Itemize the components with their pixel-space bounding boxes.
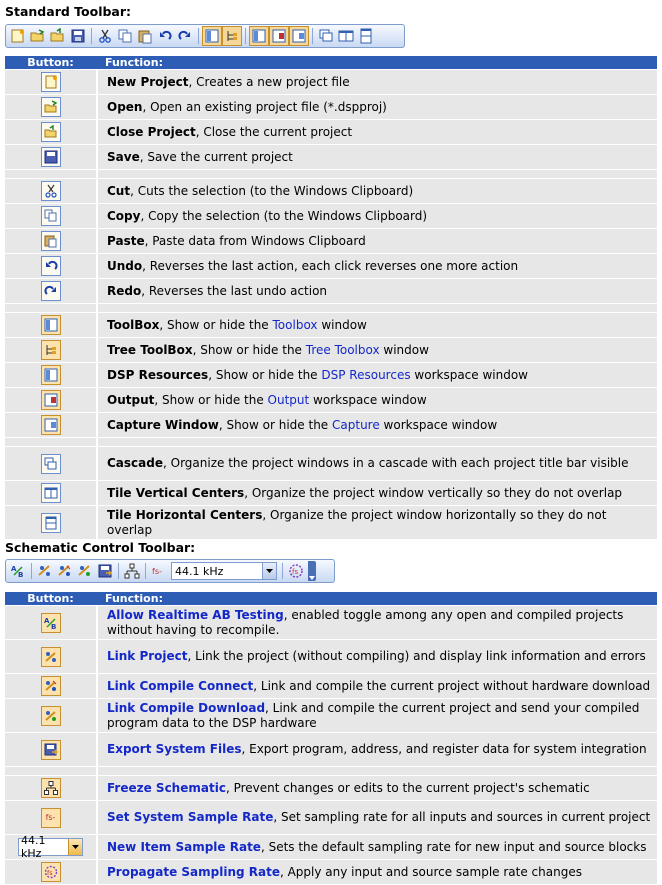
tile-vertical-icon[interactable] [41, 483, 61, 503]
button-cell [5, 640, 96, 673]
save-icon[interactable] [68, 26, 88, 46]
button-cell [5, 229, 96, 253]
link-project-icon[interactable] [35, 561, 55, 581]
function-description: , Cuts the selection (to the Windows Clipboard) [130, 183, 414, 198]
function-description: workspace window [379, 417, 498, 432]
copy-icon[interactable] [41, 206, 61, 226]
link-compile-download-icon[interactable] [75, 561, 95, 581]
function-cell [96, 447, 657, 480]
sample-rate-dropdown[interactable] [171, 562, 277, 580]
function-column-header: Function: [96, 592, 657, 605]
button-cell [5, 363, 96, 387]
table-row [5, 860, 657, 884]
button-cell [5, 447, 96, 480]
function-description: , Show or hide the [218, 417, 333, 432]
spacer-cell [5, 170, 96, 178]
spacer-cell [96, 170, 657, 178]
link-compile-connect-icon[interactable] [55, 561, 75, 581]
svg-text:fs: fs [292, 568, 299, 576]
function-name: Export System Files [107, 742, 242, 756]
cut-icon[interactable] [95, 26, 115, 46]
output-icon[interactable] [41, 390, 61, 410]
table-row [5, 204, 657, 228]
function-cell [96, 674, 657, 698]
ab-testing-icon[interactable] [8, 561, 28, 581]
function-description: , Sets the default sampling rate for new input and source blocks [260, 839, 647, 854]
function-cell [96, 413, 657, 437]
button-cell [5, 145, 96, 169]
function-description: , Save the current project [139, 149, 293, 164]
function-name: Cascade [107, 456, 163, 470]
schematic-toolbar [5, 559, 335, 583]
fs-label: fs- [45, 813, 56, 822]
button-cell [5, 413, 96, 437]
cascade-icon[interactable] [41, 454, 61, 474]
link-compile-download-icon[interactable] [41, 706, 61, 726]
function-cell [96, 363, 657, 387]
function-column-header: Function: [96, 56, 657, 69]
function-cell [96, 388, 657, 412]
table-row [5, 95, 657, 119]
button-cell [5, 254, 96, 278]
new-project-icon[interactable] [8, 26, 28, 46]
function-name: Allow Realtime AB Testing [107, 607, 284, 622]
toolbox-icon[interactable] [202, 26, 222, 46]
function-description: , Prevent changes or edits to the current project's schematic [225, 780, 590, 795]
fs-icon[interactable] [41, 808, 61, 828]
function-description: , Link and compile the current project without hardware download [253, 678, 651, 693]
function-description: window [379, 342, 429, 357]
function-name: Output [107, 392, 155, 407]
table-row [5, 835, 657, 859]
save-icon[interactable] [41, 147, 61, 167]
function-cell [96, 835, 657, 859]
redo-icon[interactable] [41, 281, 61, 301]
function-description: , Show or hide the [154, 392, 268, 407]
paste-icon[interactable] [135, 26, 155, 46]
function-name: Cut [107, 183, 131, 198]
table-row [5, 733, 657, 766]
button-cell [5, 388, 96, 412]
function-name: Capture Window [107, 417, 219, 432]
close-project-icon[interactable] [41, 122, 61, 142]
tile-horizontal-icon[interactable] [41, 513, 61, 533]
group-spacer [5, 304, 657, 312]
button-cell [5, 481, 96, 505]
function-cell [96, 699, 657, 732]
open-icon[interactable] [41, 97, 61, 117]
copy-icon[interactable] [115, 26, 135, 46]
button-cell [5, 120, 96, 144]
undo-icon[interactable] [41, 256, 61, 276]
function-name: Tile Horizontal Centers [107, 507, 263, 522]
table-row [5, 674, 657, 698]
table-row [5, 313, 657, 337]
spacer-cell [96, 304, 657, 312]
tree-toolbox-icon[interactable] [222, 26, 242, 46]
svg-text:B: B [50, 622, 56, 630]
spacer-cell [96, 767, 657, 775]
function-description: , Creates a new project file [188, 74, 350, 89]
function-description: window [317, 317, 367, 332]
function-name: Set System Sample Rate [107, 810, 274, 824]
propagate-sampling-icon[interactable] [286, 561, 306, 581]
standard-toolbar-title: Standard Toolbar: [5, 4, 132, 19]
button-column-header: Button: [5, 56, 96, 69]
button-cell [5, 606, 96, 639]
button-cell [5, 835, 96, 859]
function-cell [96, 506, 657, 539]
spacer-cell [5, 767, 96, 775]
standard-toolbar [5, 24, 405, 48]
button-cell [5, 313, 96, 337]
spacer-cell [5, 438, 96, 446]
function-name: Tree ToolBox [107, 342, 193, 357]
window-link[interactable]: DSP Resources [321, 367, 411, 382]
function-name: New Project [107, 74, 189, 89]
schematic-toolbar-title: Schematic Control Toolbar: [5, 540, 196, 555]
function-description: , Link and compile the current project and send your compiled program data to the DSP hardware [107, 700, 640, 730]
function-name: Open [107, 99, 143, 114]
table-row [5, 447, 657, 480]
undo-icon[interactable] [155, 26, 175, 46]
function-cell [96, 70, 657, 94]
capture-window-icon[interactable] [41, 415, 61, 435]
table-row [5, 145, 657, 169]
function-description: , Set sampling rate for all inputs and sources in current project [273, 810, 651, 824]
function-description: , Apply any input and source sample rate changes [279, 864, 582, 879]
function-name: Copy [107, 208, 141, 223]
tree-toolbox-icon[interactable] [41, 340, 61, 360]
chevron-down-icon[interactable] [68, 839, 82, 855]
function-name: Save [107, 149, 140, 164]
toolbox-icon[interactable] [41, 315, 61, 335]
link-compile-connect-icon[interactable] [41, 676, 61, 696]
function-cell [96, 229, 657, 253]
redo-icon[interactable] [175, 26, 195, 46]
table-row [5, 413, 657, 437]
ab-testing-icon[interactable] [41, 613, 61, 633]
svg-text:A: A [11, 565, 17, 573]
dsp-resources-icon[interactable] [249, 26, 269, 46]
function-description: , Organize the project windows in a cascade with each project title bar visible [163, 456, 629, 470]
function-description: workspace window [410, 367, 528, 382]
table-row [5, 606, 657, 639]
table-row [5, 801, 657, 834]
table-row [5, 179, 657, 203]
button-cell [5, 733, 96, 766]
spacer-cell [5, 304, 96, 312]
output-icon[interactable] [269, 26, 289, 46]
toolbar-options-icon[interactable] [308, 561, 316, 581]
table-row [5, 481, 657, 505]
svg-text:B: B [18, 571, 24, 579]
function-name: Redo [107, 283, 142, 298]
dsp-resources-icon[interactable] [41, 365, 61, 385]
function-name: Tile Vertical Centers [107, 485, 245, 500]
button-cell [5, 674, 96, 698]
function-description: , Reverses the last undo action [141, 283, 328, 298]
function-name: Link Compile Download [107, 700, 266, 715]
function-cell [96, 776, 657, 800]
chevron-down-icon[interactable] [262, 563, 276, 579]
table-row [5, 506, 657, 539]
function-description: , Export program, address, and register data for system integration [241, 742, 647, 756]
function-description: , Show or hide the [159, 317, 273, 332]
table-row [5, 640, 657, 673]
function-cell [96, 733, 657, 766]
fs-icon[interactable] [149, 561, 169, 581]
button-cell [5, 179, 96, 203]
function-cell [96, 254, 657, 278]
function-name: Propagate Sampling Rate [107, 864, 280, 879]
function-cell [96, 179, 657, 203]
window-link[interactable]: Toolbox [272, 317, 318, 332]
cut-icon[interactable] [41, 181, 61, 201]
function-cell [96, 145, 657, 169]
standard-toolbar-table [5, 55, 657, 540]
function-name: ToolBox [107, 317, 160, 332]
svg-text:A: A [43, 616, 49, 625]
table-row [5, 699, 657, 732]
table-row [5, 70, 657, 94]
freeze-schematic-icon[interactable] [41, 778, 61, 798]
export-system-files-icon[interactable] [95, 561, 115, 581]
button-cell [5, 801, 96, 834]
svg-text:fs-: fs- [152, 567, 162, 576]
table-row [5, 363, 657, 387]
function-name: Freeze Schematic [107, 780, 226, 795]
function-description: , Show or hide the [192, 342, 306, 357]
button-cell [5, 95, 96, 119]
function-cell [96, 606, 657, 639]
function-description: , Reverses the last action, each click reverses one more action [142, 258, 519, 273]
window-link[interactable]: Capture [332, 417, 380, 432]
sample-rate-value: 44.1 kHz [175, 564, 224, 578]
function-description: , Show or hide the [208, 367, 322, 382]
table-row [5, 229, 657, 253]
link-project-icon[interactable] [41, 647, 61, 667]
function-cell [96, 801, 657, 834]
window-link[interactable]: Tree Toolbox [305, 342, 380, 357]
export-system-files-icon[interactable] [41, 740, 61, 760]
function-name: Undo [107, 258, 143, 273]
cascade-icon[interactable] [316, 26, 336, 46]
function-cell [96, 120, 657, 144]
group-spacer [5, 438, 657, 446]
button-cell [5, 204, 96, 228]
function-description: , Organize the project window horizontally so they do not overlap [107, 507, 607, 537]
function-description: workspace window [309, 392, 427, 407]
function-description: , Link the project (without compiling) and display link information and errors [187, 649, 646, 663]
capture-window-icon[interactable] [289, 26, 309, 46]
button-cell [5, 860, 96, 884]
button-cell [5, 279, 96, 303]
open-icon[interactable] [28, 26, 48, 46]
table-row [5, 279, 657, 303]
function-description: , enabled toggle among any open and compiled projects without having to recompile. [107, 607, 624, 637]
function-cell [96, 338, 657, 362]
freeze-schematic-icon[interactable] [122, 561, 142, 581]
function-name: DSP Resources [107, 367, 209, 382]
function-cell [96, 313, 657, 337]
table-row [5, 338, 657, 362]
new-project-icon[interactable] [41, 72, 61, 92]
table-row [5, 388, 657, 412]
function-cell [96, 279, 657, 303]
function-description: , Copy the selection (to the Windows Clipboard) [140, 208, 428, 223]
function-cell [96, 204, 657, 228]
function-cell [96, 481, 657, 505]
propagate-sampling-icon[interactable] [41, 862, 61, 882]
function-description: , Organize the project window vertically so they do not overlap [244, 485, 623, 500]
group-spacer [5, 767, 657, 775]
function-cell [96, 95, 657, 119]
sample-rate-dropdown[interactable] [18, 834, 83, 860]
table-row [5, 254, 657, 278]
function-name: New Item Sample Rate [107, 839, 261, 854]
schematic-toolbar-table [5, 591, 657, 885]
button-column-header: Button: [5, 592, 96, 605]
button-cell [5, 699, 96, 732]
function-name: Link Project [107, 649, 188, 663]
button-cell [5, 776, 96, 800]
svg-text:fs: fs [46, 869, 53, 877]
sample-rate-value: 44.1 kHz [21, 834, 46, 860]
button-cell [5, 70, 96, 94]
function-name: Close Project [107, 124, 196, 139]
group-spacer [5, 170, 657, 178]
window-link[interactable]: Output [267, 392, 310, 407]
tile-horizontal-icon[interactable] [356, 26, 376, 46]
function-description: , Paste data from Windows Clipboard [144, 233, 366, 248]
function-name: Paste [107, 233, 145, 248]
paste-icon[interactable] [41, 231, 61, 251]
button-cell [5, 506, 96, 539]
table-row [5, 120, 657, 144]
spacer-cell [96, 438, 657, 446]
function-cell [96, 640, 657, 673]
function-description: , Close the current project [195, 124, 353, 139]
close-project-icon[interactable] [48, 26, 68, 46]
button-cell [5, 338, 96, 362]
function-description: , Open an existing project file (*.dspproj) [142, 99, 387, 114]
function-cell [96, 860, 657, 884]
function-name: Link Compile Connect [107, 678, 254, 693]
tile-vertical-icon[interactable] [336, 26, 356, 46]
table-row [5, 776, 657, 800]
